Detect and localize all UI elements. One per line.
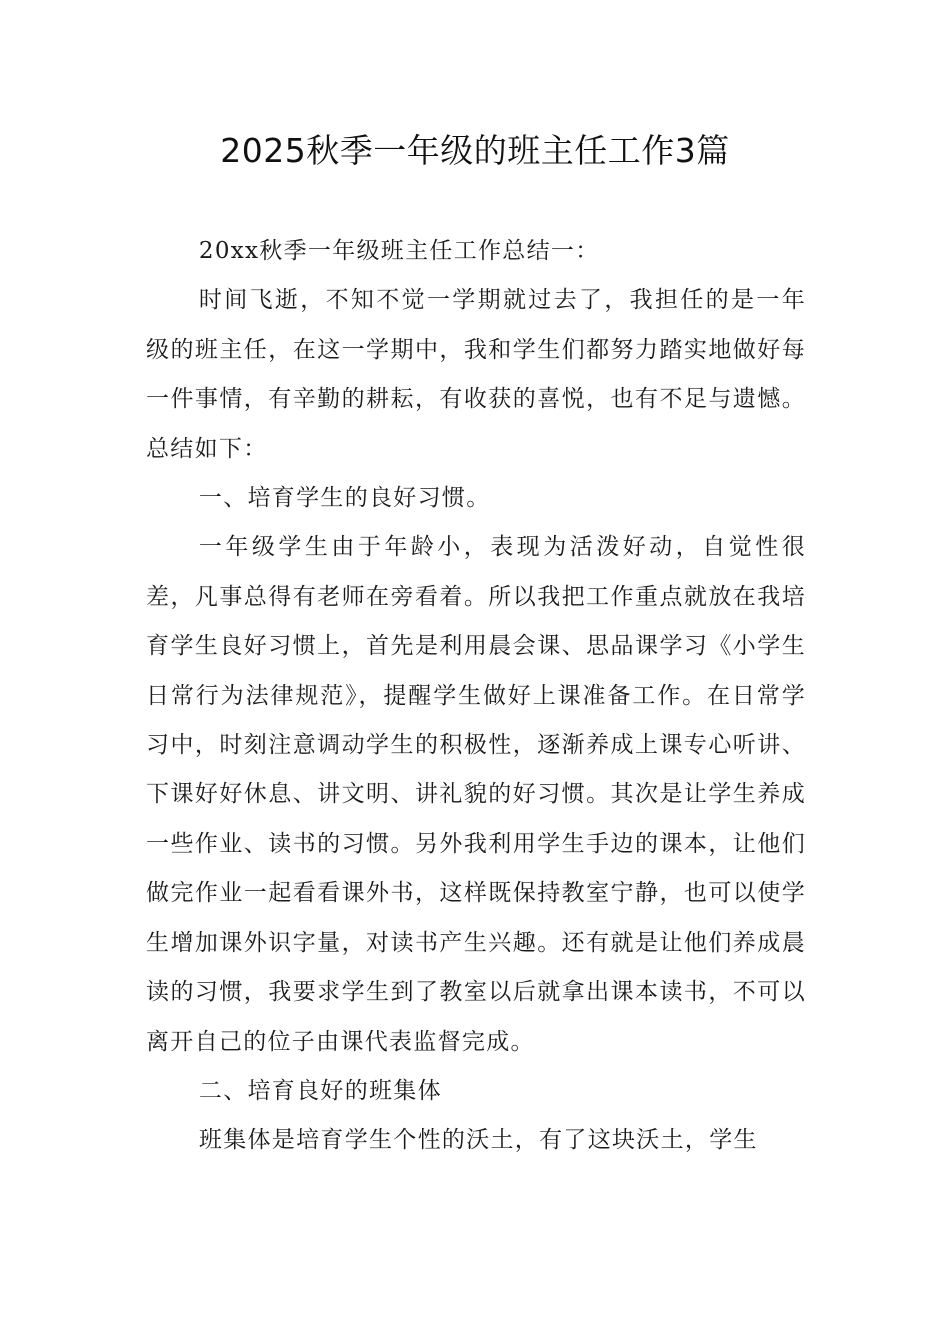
section-heading: 一、培育学生的良好习惯。 [198,485,491,512]
document-body [146,227,806,1166]
section-heading: 20xx秋季一年级班主任工作总结一： [198,238,600,264]
body-paragraph: 一年级学生由于年龄小，表现为活泼好动，自觉性很差，凡事总得有老师在旁看着。所以我把工作重点就放在我培育学生良好习惯上，首先是利用晨会课、思品课学习《小学生日常行为法律规范》，提醒学生做好上课准备工作。在日常学习中，时刻注意调动学生的积极性，逐渐养成上课专心听讲、下课好好休息、讲文明、讲礼貌的好习惯。其次是让学生养成一些作业、读书的习惯。另外我利用学生手边的课本，让他们做完作业一起看看课外书，这样既保持教室宁静，也可以使学生增加课外识字量，对读书产生兴趣。还有就是让他们养成晨读的习惯，我要求学生到了教室以后就拿出课本读书，不可以离开自己的位子由课代表监督完成。 [146,534,806,1055]
body-paragraph: 班集体是培育学生个性的沃土，有了这块沃土，学生 [198,1127,758,1154]
section-heading: 二、培育良好的班集体 [198,1077,442,1104]
document-title: 2025秋季一年级的班主任工作3篇 [220,131,730,170]
body-paragraph: 时间飞逝，不知不觉一学期就过去了，我担任的是一年级的班主任，在这一学期中，我和学生们都努力踏实地做好每一件事情，有辛勤的耕耘，有收获的喜悦，也有不足与遗憾。总结如下： [146,287,806,462]
